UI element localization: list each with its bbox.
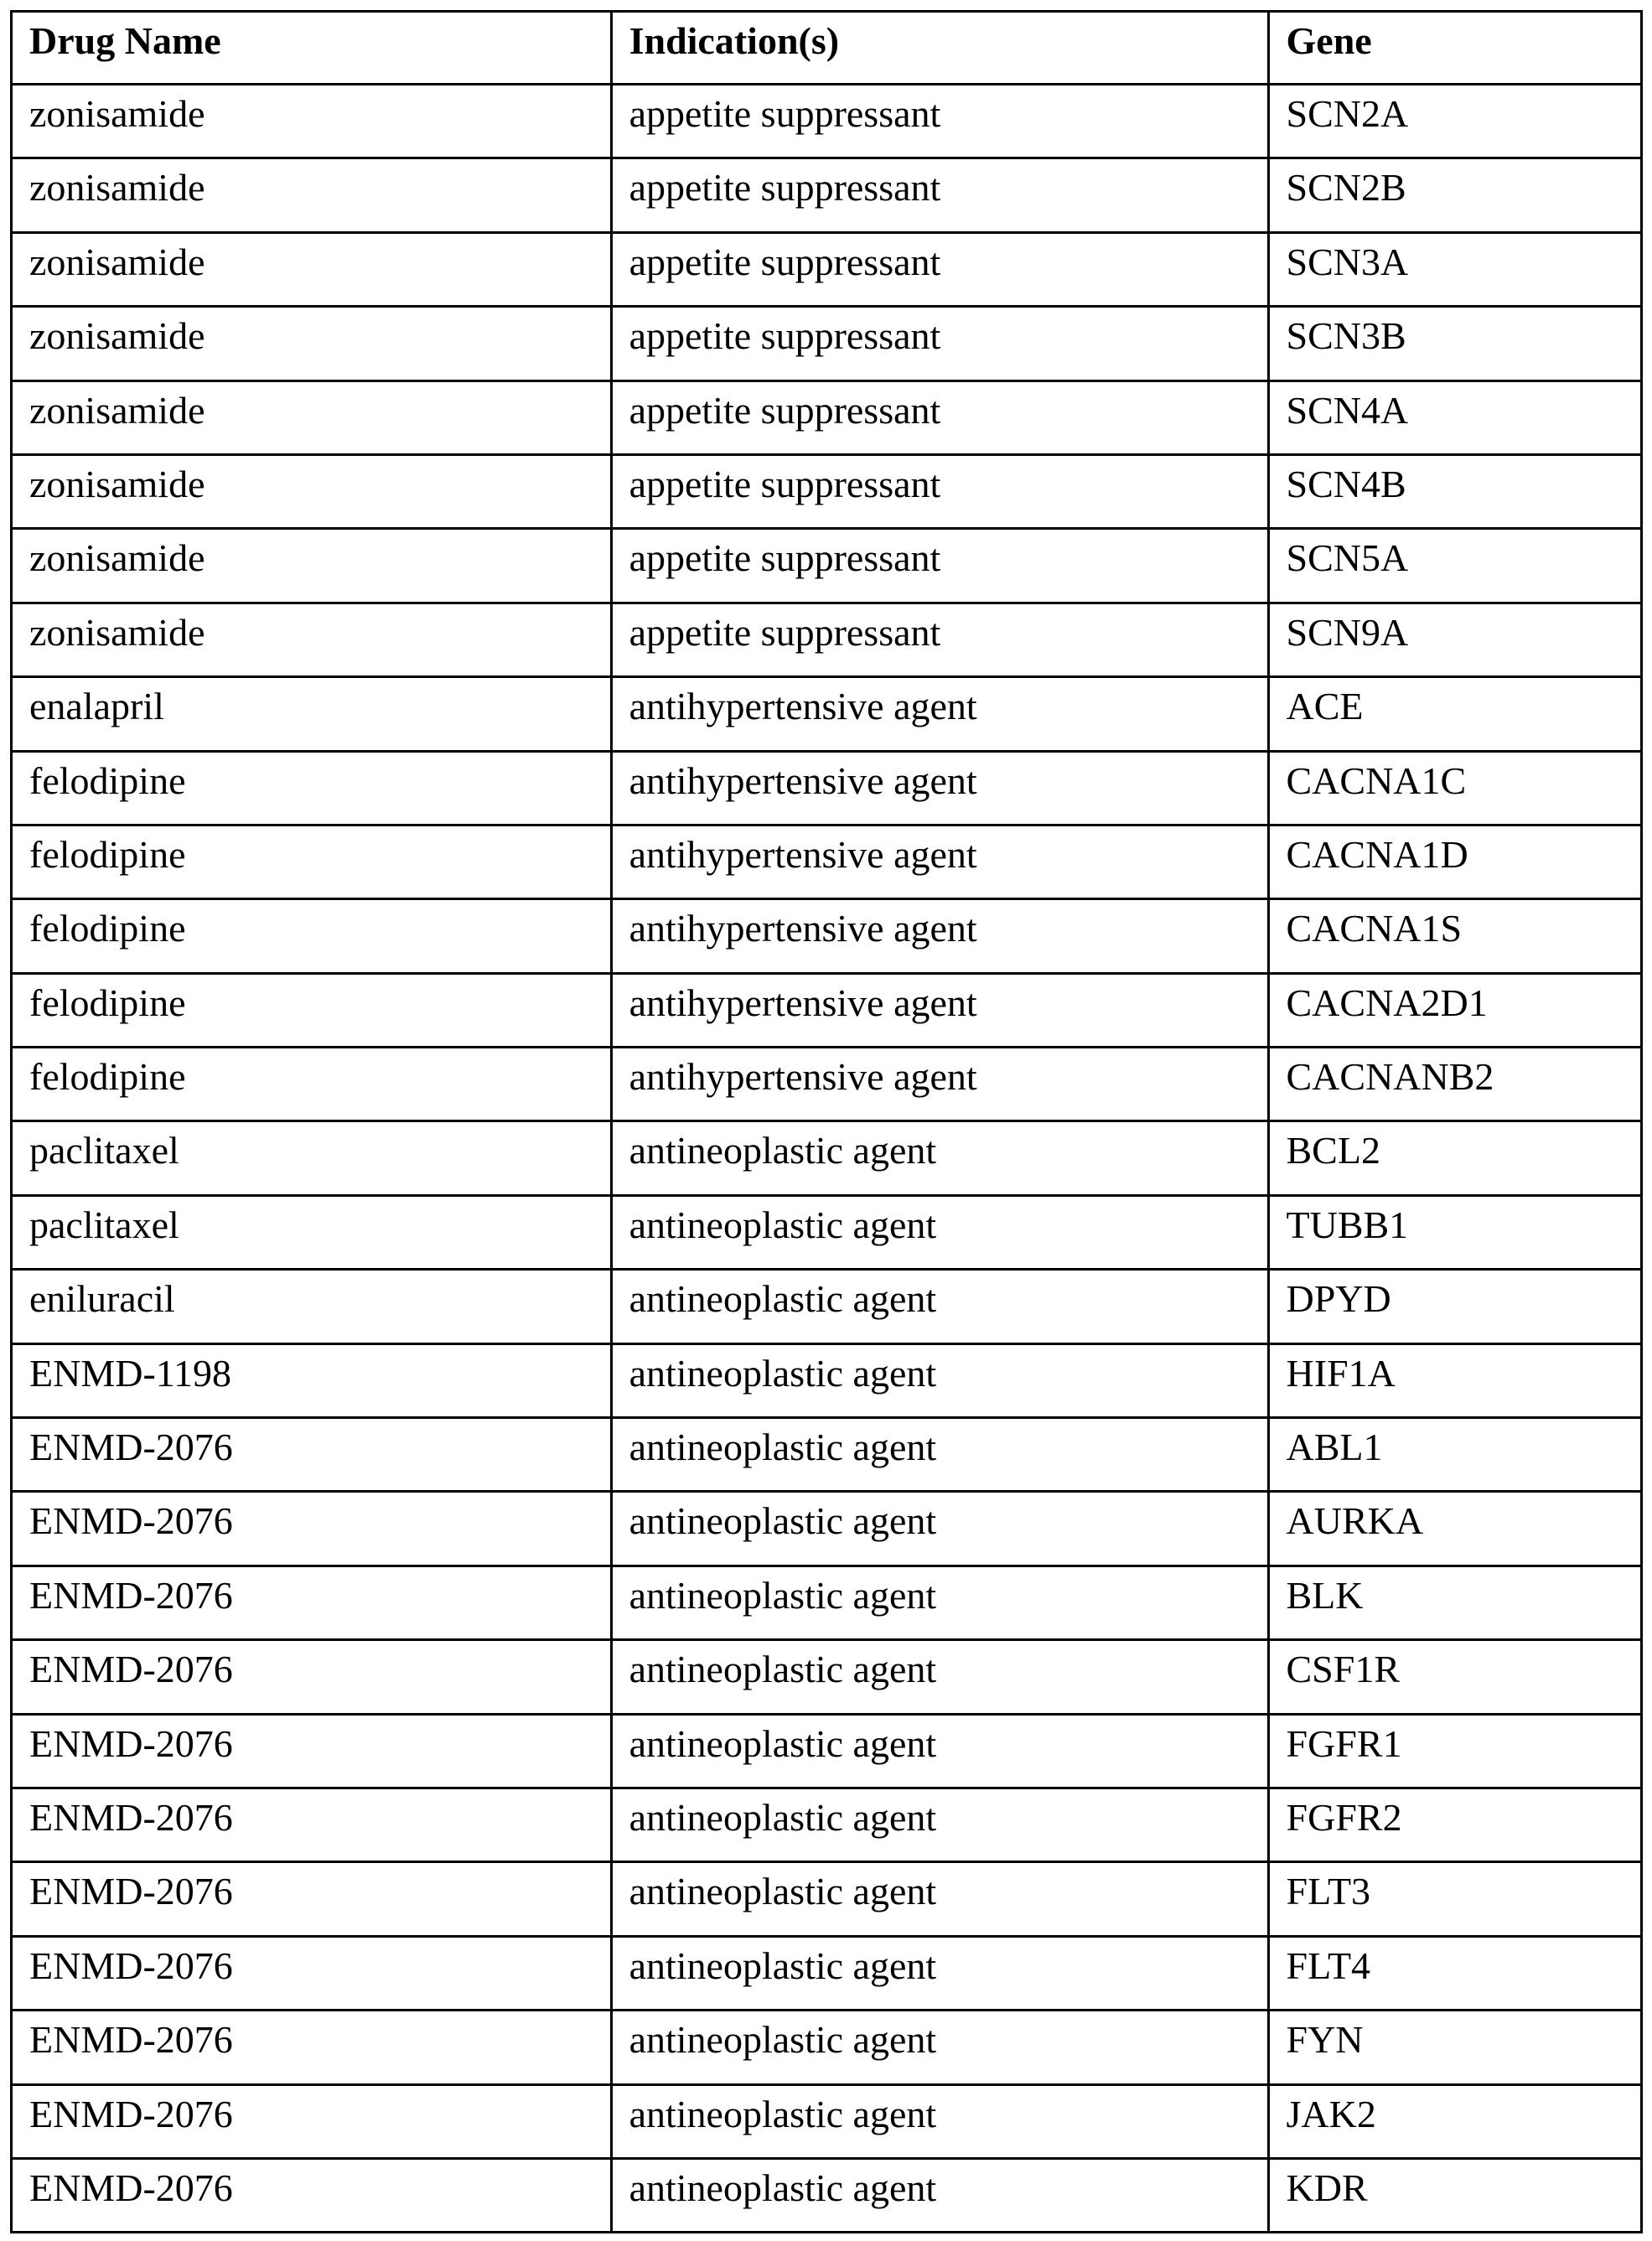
indication-cell: antihypertensive agent — [611, 677, 1268, 751]
table-row — [12, 1418, 1642, 1492]
drug-name-cell: ENMD-2076 — [12, 2011, 612, 2084]
table-row — [12, 1048, 1642, 1121]
indication-cell: appetite suppressant — [611, 380, 1268, 454]
table-row — [12, 825, 1642, 898]
indication-cell: antineoplastic agent — [611, 1492, 1268, 1566]
drug-gene-table — [10, 10, 1643, 2233]
gene-cell: BLK — [1268, 1566, 1642, 1639]
table-row — [12, 1121, 1642, 1195]
table-row — [12, 1640, 1642, 1714]
table-row — [12, 603, 1642, 676]
drug-name-cell: zonisamide — [12, 232, 612, 306]
indication-cell: appetite suppressant — [611, 603, 1268, 676]
gene-cell: CACNA1S — [1268, 899, 1642, 973]
indication-cell: antineoplastic agent — [611, 2158, 1268, 2232]
indication-cell: antineoplastic agent — [611, 1270, 1268, 1343]
indication-cell: antihypertensive agent — [611, 1048, 1268, 1121]
gene-cell: FYN — [1268, 2011, 1642, 2084]
header-indications: Indication(s) — [611, 12, 1268, 85]
drug-name-cell: felodipine — [12, 751, 612, 825]
gene-cell: TUBB1 — [1268, 1195, 1642, 1269]
table-row — [12, 751, 1642, 825]
drug-name-cell: paclitaxel — [12, 1121, 612, 1195]
header-drug-name: Drug Name — [12, 12, 612, 85]
gene-cell: SCN2B — [1268, 158, 1642, 232]
drug-name-cell: felodipine — [12, 1048, 612, 1121]
drug-name-cell: ENMD-2076 — [12, 1492, 612, 1566]
gene-cell: ACE — [1268, 677, 1642, 751]
gene-cell: AURKA — [1268, 1492, 1642, 1566]
gene-cell: SCN4B — [1268, 454, 1642, 528]
drug-name-cell: ENMD-2076 — [12, 2158, 612, 2232]
indication-cell: antineoplastic agent — [611, 1566, 1268, 1639]
gene-cell: CSF1R — [1268, 1640, 1642, 1714]
gene-cell: FLT3 — [1268, 1862, 1642, 1936]
table-row — [12, 1936, 1642, 2010]
table-row — [12, 973, 1642, 1047]
drug-name-cell: ENMD-1198 — [12, 1343, 612, 1417]
table-row — [12, 1343, 1642, 1417]
table-row — [12, 1270, 1642, 1343]
table-row — [12, 307, 1642, 380]
gene-cell: SCN5A — [1268, 529, 1642, 603]
table-row — [12, 1492, 1642, 1566]
indication-cell: antihypertensive agent — [611, 899, 1268, 973]
drug-name-cell: zonisamide — [12, 307, 612, 380]
indication-cell: antineoplastic agent — [611, 2084, 1268, 2158]
gene-cell: JAK2 — [1268, 2084, 1642, 2158]
drug-name-cell: ENMD-2076 — [12, 1418, 612, 1492]
gene-cell: CACNA1C — [1268, 751, 1642, 825]
indication-cell: antihypertensive agent — [611, 973, 1268, 1047]
table-row — [12, 1862, 1642, 1936]
indication-cell: antihypertensive agent — [611, 825, 1268, 898]
gene-cell: HIF1A — [1268, 1343, 1642, 1417]
drug-name-cell: zonisamide — [12, 454, 612, 528]
indication-cell: antineoplastic agent — [611, 1788, 1268, 1861]
table-row — [12, 85, 1642, 158]
gene-cell: ABL1 — [1268, 1418, 1642, 1492]
indication-cell: antineoplastic agent — [611, 1343, 1268, 1417]
table-row — [12, 380, 1642, 454]
drug-name-cell: ENMD-2076 — [12, 2084, 612, 2158]
drug-name-cell: paclitaxel — [12, 1195, 612, 1269]
indication-cell: appetite suppressant — [611, 232, 1268, 306]
indication-cell: antineoplastic agent — [611, 1640, 1268, 1714]
gene-cell: CACNANB2 — [1268, 1048, 1642, 1121]
table-row — [12, 1788, 1642, 1861]
indication-cell: antineoplastic agent — [611, 1195, 1268, 1269]
gene-cell: FLT4 — [1268, 1936, 1642, 2010]
gene-cell: SCN3A — [1268, 232, 1642, 306]
drug-name-cell: zonisamide — [12, 85, 612, 158]
header-gene: Gene — [1268, 12, 1642, 85]
table-body — [12, 85, 1642, 2233]
gene-cell: CACNA2D1 — [1268, 973, 1642, 1047]
drug-name-cell: enalapril — [12, 677, 612, 751]
table-row — [12, 1566, 1642, 1639]
drug-name-cell: felodipine — [12, 899, 612, 973]
indication-cell: antineoplastic agent — [611, 2011, 1268, 2084]
drug-name-cell: ENMD-2076 — [12, 1862, 612, 1936]
drug-name-cell: zonisamide — [12, 380, 612, 454]
table-row — [12, 2158, 1642, 2232]
indication-cell: antineoplastic agent — [611, 1418, 1268, 1492]
table-row — [12, 454, 1642, 528]
gene-cell: FGFR1 — [1268, 1714, 1642, 1788]
drug-name-cell: ENMD-2076 — [12, 1640, 612, 1714]
header-row — [12, 12, 1642, 85]
indication-cell: appetite suppressant — [611, 529, 1268, 603]
drug-name-cell: felodipine — [12, 973, 612, 1047]
table-row — [12, 677, 1642, 751]
drug-name-cell: ENMD-2076 — [12, 1936, 612, 2010]
table-row — [12, 2011, 1642, 2084]
gene-cell: BCL2 — [1268, 1121, 1642, 1195]
table-row — [12, 232, 1642, 306]
indication-cell: appetite suppressant — [611, 85, 1268, 158]
indication-cell: appetite suppressant — [611, 454, 1268, 528]
table-row — [12, 899, 1642, 973]
indication-cell: antihypertensive agent — [611, 751, 1268, 825]
indication-cell: antineoplastic agent — [611, 1862, 1268, 1936]
gene-cell: SCN3B — [1268, 307, 1642, 380]
indication-cell: antineoplastic agent — [611, 1714, 1268, 1788]
table-row — [12, 1195, 1642, 1269]
gene-cell: SCN4A — [1268, 380, 1642, 454]
table-row — [12, 2084, 1642, 2158]
drug-name-cell: felodipine — [12, 825, 612, 898]
table-row — [12, 1714, 1642, 1788]
drug-name-cell: zonisamide — [12, 603, 612, 676]
gene-cell: CACNA1D — [1268, 825, 1642, 898]
drug-name-cell: ENMD-2076 — [12, 1566, 612, 1639]
drug-name-cell: ENMD-2076 — [12, 1788, 612, 1861]
gene-cell: SCN2A — [1268, 85, 1642, 158]
table-row — [12, 158, 1642, 232]
table-row — [12, 529, 1642, 603]
drug-name-cell: zonisamide — [12, 158, 612, 232]
gene-cell: DPYD — [1268, 1270, 1642, 1343]
drug-name-cell: eniluracil — [12, 1270, 612, 1343]
drug-name-cell: zonisamide — [12, 529, 612, 603]
gene-cell: FGFR2 — [1268, 1788, 1642, 1861]
indication-cell: appetite suppressant — [611, 158, 1268, 232]
gene-cell: SCN9A — [1268, 603, 1642, 676]
indication-cell: antineoplastic agent — [611, 1121, 1268, 1195]
indication-cell: antineoplastic agent — [611, 1936, 1268, 2010]
drug-name-cell: ENMD-2076 — [12, 1714, 612, 1788]
gene-cell: KDR — [1268, 2158, 1642, 2232]
indication-cell: appetite suppressant — [611, 307, 1268, 380]
